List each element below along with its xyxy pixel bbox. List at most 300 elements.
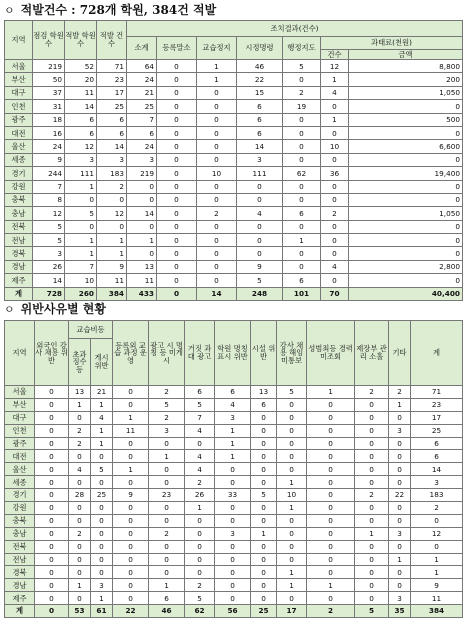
t1-value-cell: 0 xyxy=(349,153,463,166)
t1-region-cell: 제주 xyxy=(5,274,33,287)
t1-value-cell: 0 xyxy=(157,113,197,126)
t2-value-cell: 5 xyxy=(251,489,277,502)
t1-value-cell: 0 xyxy=(321,274,349,287)
t2-value-cell: 0 xyxy=(35,424,69,437)
t2-value-cell: 0 xyxy=(355,566,389,579)
t2-value-cell: 0 xyxy=(215,566,251,579)
t1-value-cell: 24 xyxy=(33,140,65,153)
t2-value-cell: 13 xyxy=(251,386,277,399)
t2-value-cell: 183 xyxy=(411,489,463,502)
t2-value-cell: 5 xyxy=(185,398,215,411)
t2-value-cell: 0 xyxy=(113,579,149,592)
t1-value-cell: 11 xyxy=(127,274,157,287)
t2-row xyxy=(5,424,463,437)
t2-value-cell: 17 xyxy=(277,605,307,618)
t2-value-cell: 0 xyxy=(149,463,185,476)
t2-value-cell: 0 xyxy=(355,514,389,527)
t2-value-cell: 0 xyxy=(389,540,411,553)
t2-value-cell: 0 xyxy=(389,476,411,489)
t2-value-cell: 0 xyxy=(91,553,113,566)
t2-value-cell: 12 xyxy=(411,527,463,540)
t2-value-cell: 1 xyxy=(69,579,91,592)
t2-value-cell: 0 xyxy=(355,579,389,592)
t2-value-cell: 11 xyxy=(113,424,149,437)
t1-row xyxy=(5,207,463,220)
t2-value-cell: 1 xyxy=(277,502,307,515)
t1-region-cell: 대전 xyxy=(5,126,33,139)
t2-value-cell: 0 xyxy=(355,411,389,424)
t2-value-cell: 1 xyxy=(113,411,149,424)
t2-value-cell: 0 xyxy=(389,450,411,463)
t2-value-cell: 46 xyxy=(149,605,185,618)
t1-value-cell: 0 xyxy=(349,100,463,113)
t2-value-cell: 0 xyxy=(69,450,91,463)
t2-value-cell: 0 xyxy=(389,463,411,476)
h2-sex-crime-check: 성범죄등 경력 미조회 xyxy=(307,321,355,386)
t1-value-cell: 9 xyxy=(97,260,127,273)
t2-value-cell: 1 xyxy=(389,553,411,566)
t1-value-cell: 16 xyxy=(33,126,65,139)
t2-value-cell: 1 xyxy=(215,450,251,463)
t1-row xyxy=(5,100,463,113)
t1-row xyxy=(5,73,463,86)
t1-value-cell: 14 xyxy=(197,287,237,300)
t1-region-cell: 경북 xyxy=(5,247,33,260)
t1-row xyxy=(5,260,463,273)
t2-value-cell: 0 xyxy=(215,476,251,489)
t2-value-cell: 0 xyxy=(355,450,389,463)
t2-value-cell: 0 xyxy=(185,566,215,579)
t2-value-cell: 6 xyxy=(185,386,215,399)
t2-value-cell: 0 xyxy=(277,450,307,463)
t1-value-cell: 1,050 xyxy=(349,207,463,220)
t2-value-cell: 5 xyxy=(185,592,215,605)
t1-value-cell: 0 xyxy=(197,140,237,153)
t2-value-cell: 0 xyxy=(389,566,411,579)
t1-value-cell: 0 xyxy=(127,180,157,193)
t1-value-cell: 0 xyxy=(157,234,197,247)
t2-value-cell: 1 xyxy=(91,424,113,437)
header-reg-cancel: 등록말소 xyxy=(157,37,197,60)
t1-value-cell: 12 xyxy=(321,60,349,73)
t2-value-cell: 0 xyxy=(69,592,91,605)
t1-value-cell: 0 xyxy=(157,193,197,206)
t1-value-cell: 0 xyxy=(157,274,197,287)
t1-value-cell: 6 xyxy=(97,126,127,139)
t2-value-cell: 61 xyxy=(91,605,113,618)
t2-value-cell: 4 xyxy=(215,398,251,411)
t1-value-cell: 0 xyxy=(283,113,321,126)
t1-row xyxy=(5,140,463,153)
header-caught-cases: 적발 건수 xyxy=(97,21,127,60)
t2-value-cell: 0 xyxy=(69,411,91,424)
t1-value-cell: 0 xyxy=(65,193,97,206)
t2-value-cell: 1 xyxy=(69,398,91,411)
t2-value-cell: 0 xyxy=(307,566,355,579)
header-region: 지역 xyxy=(5,21,33,60)
t2-row xyxy=(5,411,463,424)
t1-value-cell: 219 xyxy=(127,167,157,180)
t1-value-cell: 8 xyxy=(33,193,65,206)
t2-region-cell: 경남 xyxy=(5,579,35,592)
t2-value-cell: 0 xyxy=(91,540,113,553)
t1-total-row xyxy=(5,287,463,300)
t1-value-cell: 111 xyxy=(65,167,97,180)
t1-row xyxy=(5,167,463,180)
t2-value-cell: 1 xyxy=(215,424,251,437)
t1-value-cell: 50 xyxy=(33,73,65,86)
t1-value-cell: 0 xyxy=(321,193,349,206)
t1-region-cell: 광주 xyxy=(5,113,33,126)
t2-value-cell: 0 xyxy=(35,540,69,553)
t2-value-cell: 2 xyxy=(185,579,215,592)
t2-value-cell: 2 xyxy=(69,437,91,450)
t1-value-cell: 0 xyxy=(237,193,283,206)
t2-value-cell: 2 xyxy=(389,386,411,399)
t2-value-cell: 2 xyxy=(149,386,185,399)
t2-row xyxy=(5,592,463,605)
t2-value-cell: 1 xyxy=(185,502,215,515)
t1-value-cell: 4 xyxy=(321,86,349,99)
t2-value-cell: 14 xyxy=(411,463,463,476)
t2-value-cell: 71 xyxy=(411,386,463,399)
t2-value-cell: 2 xyxy=(355,489,389,502)
t2-value-cell: 0 xyxy=(69,553,91,566)
t1-value-cell: 0 xyxy=(321,153,349,166)
t2-region-cell: 경기 xyxy=(5,489,35,502)
t1-value-cell: 1,050 xyxy=(349,86,463,99)
t1-value-cell: 0 xyxy=(197,234,237,247)
t2-value-cell: 0 xyxy=(307,540,355,553)
t1-value-cell: 0 xyxy=(349,234,463,247)
t1-value-cell: 101 xyxy=(283,287,321,300)
t2-value-cell: 0 xyxy=(277,398,307,411)
t1-value-cell: 0 xyxy=(237,247,283,260)
t1-value-cell: 0 xyxy=(349,126,463,139)
t2-value-cell: 0 xyxy=(69,566,91,579)
t1-row xyxy=(5,247,463,260)
t2-value-cell: 0 xyxy=(251,437,277,450)
t2-value-cell: 2 xyxy=(355,386,389,399)
t2-value-cell: 22 xyxy=(113,605,149,618)
t1-row xyxy=(5,193,463,206)
t1-region-cell: 전북 xyxy=(5,220,33,233)
header-fine-amount: 금액 xyxy=(349,50,463,60)
t1-value-cell: 5 xyxy=(283,60,321,73)
t2-value-cell: 0 xyxy=(307,592,355,605)
t1-value-cell: 0 xyxy=(97,220,127,233)
t2-region-cell: 서울 xyxy=(5,386,35,399)
t2-value-cell: 1 xyxy=(251,527,277,540)
t1-region-cell: 인천 xyxy=(5,100,33,113)
t2-row xyxy=(5,450,463,463)
t1-value-cell: 0 xyxy=(157,140,197,153)
t2-value-cell: 0 xyxy=(149,476,185,489)
t1-value-cell: 2 xyxy=(283,86,321,99)
t2-value-cell: 0 xyxy=(69,476,91,489)
t2-value-cell: 6 xyxy=(215,386,251,399)
h2-fee-excess: 초과 징수 등 xyxy=(69,339,91,386)
t2-value-cell: 0 xyxy=(277,592,307,605)
t2-value-cell: 0 xyxy=(113,476,149,489)
t1-value-cell: 0 xyxy=(283,180,321,193)
t2-value-cell: 0 xyxy=(251,566,277,579)
t1-value-cell: 1 xyxy=(197,60,237,73)
t2-value-cell: 0 xyxy=(355,463,389,476)
t2-value-cell: 3 xyxy=(389,527,411,540)
t2-value-cell: 0 xyxy=(35,386,69,399)
t2-value-cell: 0 xyxy=(91,527,113,540)
t1-region-cell: 대구 xyxy=(5,86,33,99)
t2-value-cell: 1 xyxy=(149,579,185,592)
t1-value-cell: 0 xyxy=(321,220,349,233)
t1-value-cell: 6 xyxy=(283,274,321,287)
t2-value-cell: 1 xyxy=(307,579,355,592)
t2-value-cell: 0 xyxy=(307,398,355,411)
t1-row xyxy=(5,113,463,126)
t2-value-cell: 0 xyxy=(411,514,463,527)
t2-region-cell: 계 xyxy=(5,605,35,618)
t2-value-cell: 0 xyxy=(307,476,355,489)
t2-value-cell: 1 xyxy=(91,437,113,450)
t1-value-cell: 0 xyxy=(97,193,127,206)
t2-value-cell: 3 xyxy=(389,424,411,437)
t2-value-cell: 25 xyxy=(91,489,113,502)
t2-value-cell: 1 xyxy=(277,579,307,592)
t1-value-cell: 0 xyxy=(349,220,463,233)
t2-value-cell: 0 xyxy=(251,450,277,463)
t1-value-cell: 433 xyxy=(127,287,157,300)
t1-value-cell: 0 xyxy=(197,274,237,287)
t2-value-cell: 0 xyxy=(307,411,355,424)
t2-value-cell: 0 xyxy=(277,540,307,553)
t2-value-cell: 1 xyxy=(277,566,307,579)
t1-value-cell: 14 xyxy=(127,207,157,220)
t2-value-cell: 0 xyxy=(113,540,149,553)
t1-region-cell: 경기 xyxy=(5,167,33,180)
t2-value-cell: 0 xyxy=(113,553,149,566)
t1-value-cell: 384 xyxy=(97,287,127,300)
t2-region-cell: 대전 xyxy=(5,450,35,463)
t1-row xyxy=(5,274,463,287)
h2-teacher-notice: 강사 채용 해임 미통보 xyxy=(277,321,307,386)
t2-value-cell: 4 xyxy=(91,411,113,424)
t2-region-cell: 광주 xyxy=(5,437,35,450)
t1-value-cell: 1 xyxy=(97,234,127,247)
t1-value-cell: 19,400 xyxy=(349,167,463,180)
t2-value-cell: 3 xyxy=(91,579,113,592)
t1-value-cell: 4 xyxy=(321,260,349,273)
t2-value-cell: 0 xyxy=(215,553,251,566)
t2-value-cell: 0 xyxy=(355,424,389,437)
t1-value-cell: 0 xyxy=(321,247,349,260)
t1-value-cell: 0 xyxy=(197,86,237,99)
t1-value-cell: 6,600 xyxy=(349,140,463,153)
t2-value-cell: 0 xyxy=(113,386,149,399)
t2-row xyxy=(5,527,463,540)
t2-value-cell: 0 xyxy=(355,540,389,553)
t2-region-cell: 강원 xyxy=(5,502,35,515)
t2-row xyxy=(5,540,463,553)
t2-value-cell: 13 xyxy=(69,386,91,399)
header-correction: 시정명령 xyxy=(237,37,283,60)
t1-value-cell: 19 xyxy=(283,100,321,113)
t1-value-cell: 2 xyxy=(97,180,127,193)
t1-value-cell: 1 xyxy=(65,234,97,247)
t1-value-cell: 1 xyxy=(65,247,97,260)
t2-value-cell: 0 xyxy=(307,450,355,463)
t1-value-cell: 8,800 xyxy=(349,60,463,73)
t2-row xyxy=(5,386,463,399)
t1-row xyxy=(5,220,463,233)
t2-value-cell: 0 xyxy=(215,463,251,476)
t2-value-cell: 1 xyxy=(215,437,251,450)
t1-value-cell: 6 xyxy=(97,113,127,126)
t1-region-cell: 경남 xyxy=(5,260,33,273)
t2-value-cell: 62 xyxy=(185,605,215,618)
t1-value-cell: 7 xyxy=(33,180,65,193)
t2-value-cell: 0 xyxy=(35,514,69,527)
t2-value-cell: 0 xyxy=(91,502,113,515)
section2-title-text: 위반사유별 현황 xyxy=(20,302,106,316)
t2-value-cell: 0 xyxy=(113,450,149,463)
t2-row xyxy=(5,579,463,592)
t2-value-cell: 0 xyxy=(307,463,355,476)
h2-false-ad: 거짓 과대 광고 xyxy=(185,321,215,386)
t2-value-cell: 0 xyxy=(185,437,215,450)
t2-value-cell: 3 xyxy=(215,527,251,540)
t2-value-cell: 0 xyxy=(35,566,69,579)
t2-value-cell: 2 xyxy=(185,476,215,489)
t2-region-cell: 대구 xyxy=(5,411,35,424)
header-action-group: 조치결과(건수) xyxy=(127,21,463,37)
t1-value-cell: 0 xyxy=(321,126,349,139)
t2-region-cell: 인천 xyxy=(5,424,35,437)
t2-region-cell: 경북 xyxy=(5,566,35,579)
t1-value-cell: 0 xyxy=(127,193,157,206)
t2-value-cell: 0 xyxy=(307,437,355,450)
t1-value-cell: 6 xyxy=(237,126,283,139)
t1-value-cell: 3 xyxy=(97,153,127,166)
t1-value-cell: 0 xyxy=(237,234,283,247)
t1-value-cell: 0 xyxy=(237,180,283,193)
h2-ledger-neglect: 제장부 관리 소홀 xyxy=(355,321,389,386)
t2-value-cell: 0 xyxy=(185,514,215,527)
t1-region-cell: 서울 xyxy=(5,60,33,73)
header-fine-count: 건수 xyxy=(321,50,349,60)
header-fine-group: 과태료(천원) xyxy=(321,37,463,50)
header-admin-guidance: 행정지도 xyxy=(283,37,321,60)
t1-value-cell: 31 xyxy=(33,100,65,113)
t1-value-cell: 0 xyxy=(157,220,197,233)
t1-value-cell: 6 xyxy=(237,113,283,126)
section1-title-text: 적발건수 : 728개 학원, 384건 적발 xyxy=(20,3,217,17)
t1-value-cell: 70 xyxy=(321,287,349,300)
t1-value-cell: 0 xyxy=(321,180,349,193)
t1-value-cell: 1 xyxy=(321,73,349,86)
t1-value-cell: 0 xyxy=(157,126,197,139)
t2-value-cell: 0 xyxy=(277,527,307,540)
t2-value-cell: 0 xyxy=(307,424,355,437)
h2-fee-posting: 게시 위반 xyxy=(91,339,113,386)
t2-region-cell: 제주 xyxy=(5,592,35,605)
t2-value-cell: 6 xyxy=(149,592,185,605)
t1-value-cell: 9 xyxy=(237,260,283,273)
t2-value-cell: 4 xyxy=(69,463,91,476)
t1-region-cell: 충북 xyxy=(5,193,33,206)
t2-value-cell: 0 xyxy=(251,476,277,489)
t1-value-cell: 3 xyxy=(33,247,65,260)
t2-value-cell: 0 xyxy=(355,553,389,566)
t2-value-cell: 0 xyxy=(251,502,277,515)
t2-value-cell: 1 xyxy=(91,592,113,605)
t1-value-cell: 0 xyxy=(127,247,157,260)
t1-value-cell: 0 xyxy=(157,100,197,113)
t1-value-cell: 0 xyxy=(197,126,237,139)
t1-region-cell: 강원 xyxy=(5,180,33,193)
t1-value-cell: 10 xyxy=(197,167,237,180)
t1-value-cell: 26 xyxy=(33,260,65,273)
t2-value-cell: 0 xyxy=(35,527,69,540)
t2-value-cell: 0 xyxy=(35,463,69,476)
t1-value-cell: 6 xyxy=(127,126,157,139)
t1-value-cell: 52 xyxy=(65,60,97,73)
t1-value-cell: 2 xyxy=(321,207,349,220)
t2-row xyxy=(5,476,463,489)
t2-value-cell: 25 xyxy=(411,424,463,437)
t2-value-cell: 7 xyxy=(185,411,215,424)
t2-value-cell: 0 xyxy=(277,424,307,437)
t2-value-cell: 0 xyxy=(69,514,91,527)
t1-value-cell: 0 xyxy=(197,153,237,166)
t2-value-cell: 0 xyxy=(149,566,185,579)
t1-region-cell: 부산 xyxy=(5,73,33,86)
t2-value-cell: 0 xyxy=(251,540,277,553)
t1-value-cell: 36 xyxy=(321,167,349,180)
t2-value-cell: 5 xyxy=(91,463,113,476)
t2-value-cell: 9 xyxy=(113,489,149,502)
t2-value-cell: 0 xyxy=(307,502,355,515)
t1-row xyxy=(5,153,463,166)
t2-value-cell: 1 xyxy=(355,527,389,540)
t2-region-cell: 충남 xyxy=(5,527,35,540)
t2-value-cell: 2 xyxy=(411,502,463,515)
t1-value-cell: 0 xyxy=(197,220,237,233)
t1-value-cell: 0 xyxy=(157,287,197,300)
t1-value-cell: 111 xyxy=(237,167,283,180)
h2-region: 지역 xyxy=(5,321,35,386)
t1-value-cell: 22 xyxy=(237,73,283,86)
t2-value-cell: 2 xyxy=(69,424,91,437)
t2-region-cell: 전남 xyxy=(5,553,35,566)
t1-value-cell: 5 xyxy=(237,274,283,287)
t1-value-cell: 183 xyxy=(97,167,127,180)
t2-value-cell: 1 xyxy=(411,553,463,566)
t2-region-cell: 충북 xyxy=(5,514,35,527)
t2-value-cell: 0 xyxy=(35,398,69,411)
t1-value-cell: 24 xyxy=(127,140,157,153)
t2-value-cell: 384 xyxy=(411,605,463,618)
t2-value-cell: 0 xyxy=(251,579,277,592)
t1-value-cell: 219 xyxy=(33,60,65,73)
t1-value-cell: 0 xyxy=(157,86,197,99)
t1-value-cell: 0 xyxy=(349,274,463,287)
t2-value-cell: 0 xyxy=(389,437,411,450)
t1-value-cell: 0 xyxy=(197,100,237,113)
t2-value-cell: 2 xyxy=(149,527,185,540)
h2-foreign-teacher: 외국인 강사 채용 위반 xyxy=(35,321,69,386)
t2-value-cell: 25 xyxy=(251,605,277,618)
